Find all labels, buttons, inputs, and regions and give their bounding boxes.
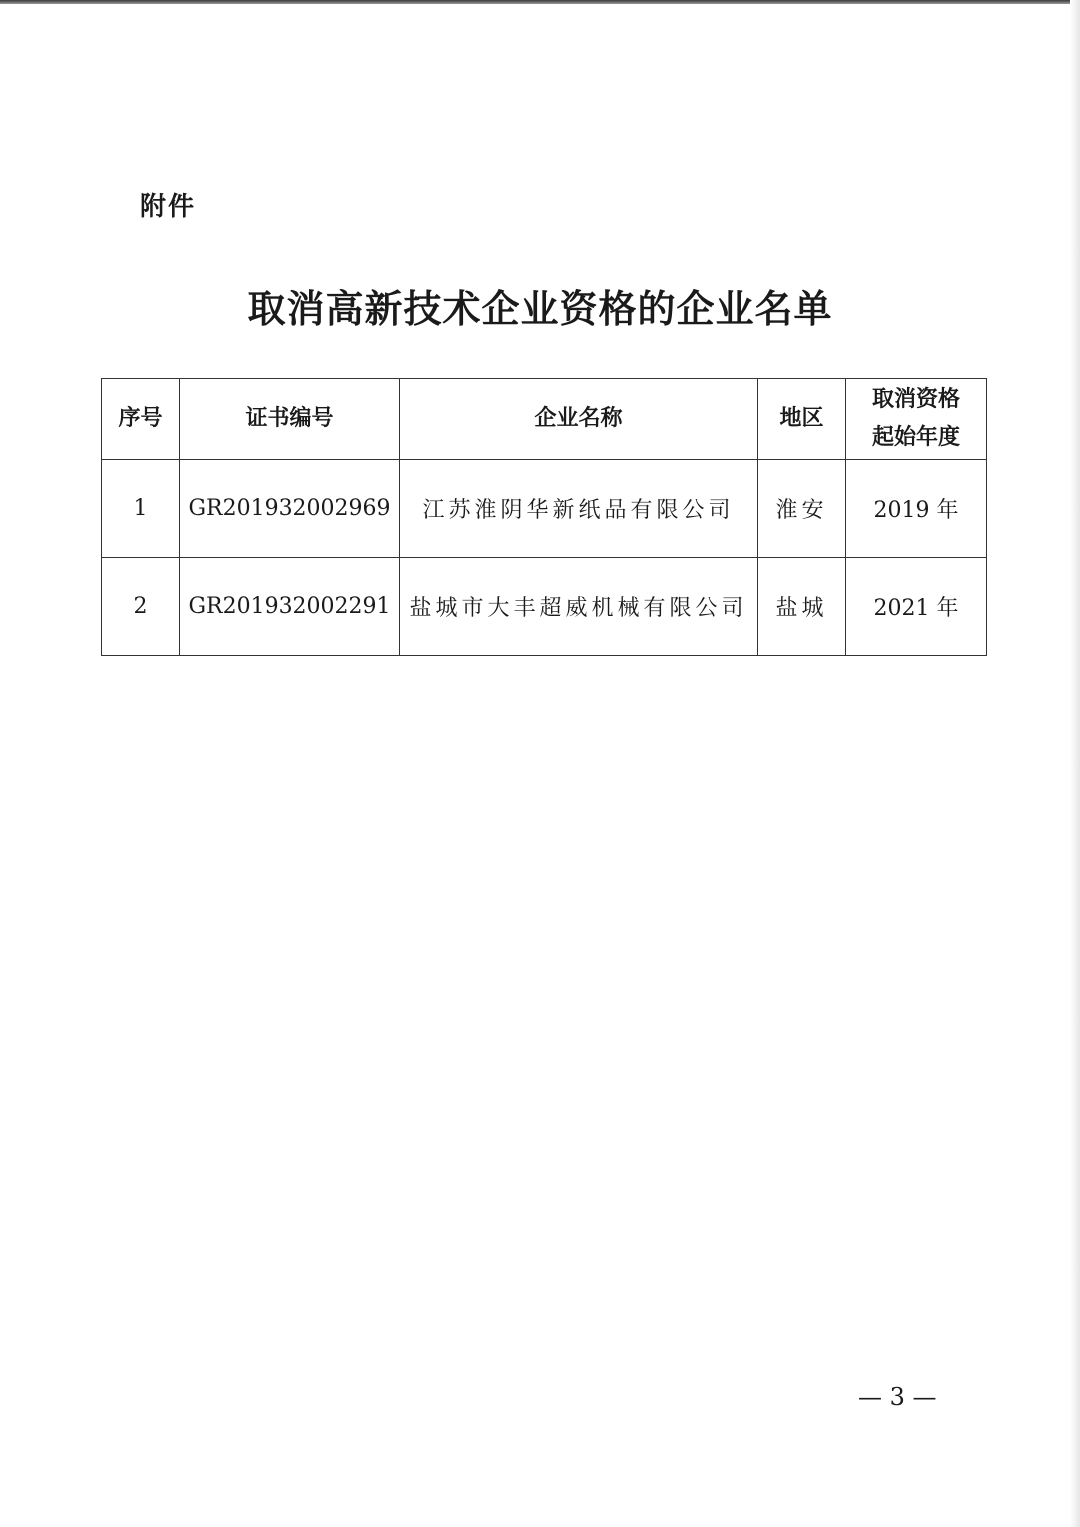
header-company: 企业名称 xyxy=(400,379,758,460)
attachment-label: 附件 xyxy=(140,192,197,222)
row-index: 2 xyxy=(102,558,180,656)
header-index: 序号 xyxy=(102,379,180,460)
row-cert-no: GR201932002291 xyxy=(180,558,400,656)
table-row xyxy=(102,558,987,656)
table-row xyxy=(102,460,987,558)
row-region: 盐城 xyxy=(758,558,846,656)
header-start-year-line1: 取消资格 xyxy=(871,387,960,412)
row-start-year: 2019 年 xyxy=(846,460,987,558)
header-cert-no: 证书编号 xyxy=(180,379,400,460)
header-start-year-line2: 起始年度 xyxy=(871,425,960,450)
row-cert-no: GR201932002969 xyxy=(180,460,400,558)
page-number: — 3 — xyxy=(858,1383,937,1411)
row-index: 1 xyxy=(102,460,180,558)
scan-top-edge xyxy=(0,0,1080,4)
scan-right-edge xyxy=(1070,0,1080,1527)
document-title: 取消高新技术企业资格的企业名单 xyxy=(247,286,833,331)
table-header-row xyxy=(102,379,987,460)
header-start-year xyxy=(846,379,987,460)
row-company: 盐城市大丰超威机械有限公司 xyxy=(400,558,758,656)
row-company: 江苏淮阴华新纸品有限公司 xyxy=(400,460,758,558)
header-region: 地区 xyxy=(758,379,846,460)
row-start-year: 2021 年 xyxy=(846,558,987,656)
company-list-table xyxy=(101,378,987,656)
row-region: 淮安 xyxy=(758,460,846,558)
